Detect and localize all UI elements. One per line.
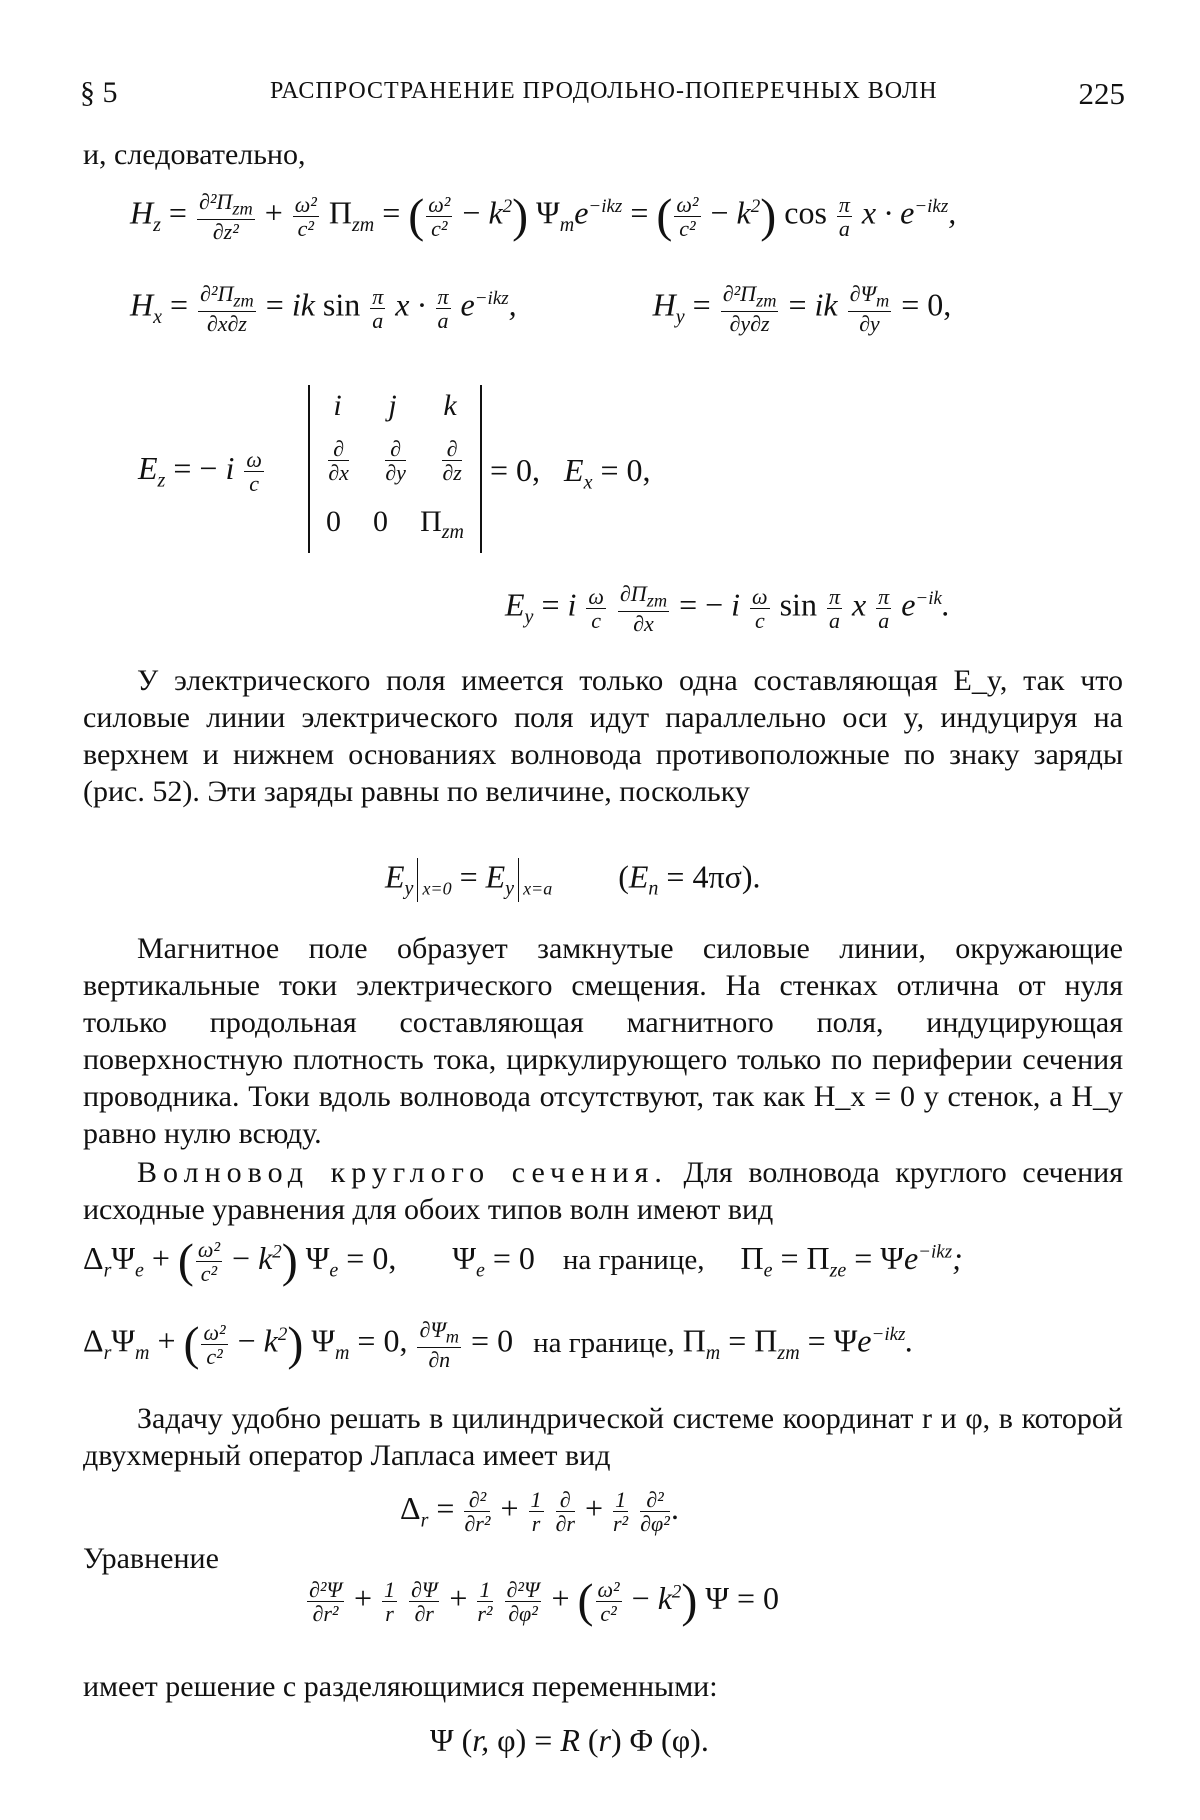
label-boundary-2: на границе, (533, 1326, 675, 1359)
equation-laplacian: $\Delta_r$ = $\frac{\text{∂²}}{\text{∂r²}}$ + $\frac{1}{r}$ $\frac{\partial}{\partial r}$ + $\frac{1}{\text{r²}}$ $\frac{\text{∂²}}{\text{∂φ²}}$ . (400, 1487, 680, 1537)
paragraph-5: имеет решение с разделяющимися переменными: (83, 1670, 718, 1703)
equation-separation: Ψ (r, φ) = R (r) Φ (φ). (430, 1722, 709, 1758)
running-title: РАСПРОСТРАНЕНИЕ ПРОДОЛЬНО-ПОПЕРЕЧНЫХ ВОЛН (270, 78, 938, 104)
paragraph-2: Магнитное поле образует замкнутые силовые линии, окружающие вертикальные токи электрического смещения. На стенках отлична от нуля только продольная составляющая магнитного поля, индуцирующая поверхностную плотность тока, циркулирующего только по периферии сечения проводника. Токи вдоль волновода отсутствуют, так как H_x = 0 у стенок, а H_y равно нулю всюду. (83, 932, 1123, 1150)
intro-line: и, следовательно, (83, 138, 306, 171)
equation-laplace-e: $\Delta_r\Psi_e$ + ( $\frac{\text{ω²}}{\text{c²}}$ − $k^2$) $\Psi_e = 0$, $\Psi_e = 0$ на границе, $\Pi_e = \Pi_{ze} = \Psi e^{-ikz}$; (83, 1234, 963, 1288)
equation-ez-left: $E_z$ = − i $\frac{\omega}{c}$ (138, 447, 262, 497)
equation-ey-boundary: $E_y$ $_{x=0} = E_y$ $_{x=a}$ $(E_n = 4\pi\sigma)$. (385, 858, 761, 902)
paragraph-3-text: Для волновода круглого сечения исходные уравнения для обоих типов волн имеют вид (83, 1156, 1123, 1226)
page-number: 225 (1078, 76, 1125, 111)
paragraph-1: У электрического поля имеется только одна составляющая E_y, так что силовые линии электрического поля идут параллельно оси y, индуцируя на верхнем и нижнем основаниях волновода противоположные по знаку заряды (рис. 52). Эти заряды равны по величине, поскольку (83, 664, 1123, 808)
equation-helmholtz-cylindrical: $\frac{\text{∂²Ψ}}{\text{∂r²}}$ + $\frac{1}{r}$ $\frac{\partial\Psi}{\partial r}$ + $\frac{1}{\text{r²}}$ $\frac{\text{∂²Ψ}}{\text{∂φ²}}$ + ( $\frac{\text{ω²}}{\text{c²}}$ − $k^2$) Ψ = 0 (309, 1574, 780, 1628)
section-number: § 5 (80, 76, 118, 109)
running-header (80, 76, 1125, 116)
equation-ey: $E_y = i$ $\frac{\omega}{c}$ $\frac{\partial\Pi_{zm}}{\partial x}$ = − i $\frac{\omega}{c}$ sin $\frac{\pi}{a}$ x $\frac{\pi}{a}$ $e^{-ik}$. (505, 581, 950, 636)
determinant: i j k $\frac{\partial}{\partial x}$ $\frac{\partial}{\partial y}$ $\frac{\partial}{\partial z}$ 0 0 $\Pi_{zm}$ (308, 385, 482, 553)
equation-laplace-m: $\Delta_r\Psi_m$ + ( $\frac{\text{ω²}}{\text{c²}}$ − $k^2$) $\Psi_m = 0$, $\frac{\partial\Psi_m}{\partial n}$ = 0 на границе, $\Pi_m = \Pi_{zm} = \Psi e^{-ikz}$. (83, 1317, 914, 1372)
paragraph-3 (83, 1154, 1123, 1229)
label-equation: Уравнение (83, 1542, 219, 1575)
paragraph-4: Задачу удобно решать в цилиндрической системе координат r и φ, в которой двухмерный оператор Лапласа имеет вид (83, 1402, 1123, 1472)
equation-hx-hy: $H_x$ = $\frac{\partial^2\Pi_{zm}}{\partial x\partial z}$ = ik sin $\frac{\pi}{a}$ x · $\frac{\pi}{a}$ $e^{-ikz}$, $H_y$ = $\frac{\partial^2\Pi_{zm}}{\partial y\partial z}$ = ik $\frac{\partial\Psi_m}{\partial y}$ = 0, (130, 281, 952, 336)
section-heading-circular: Волновод круглого сечения. (137, 1156, 668, 1189)
equation-hz: $H_z$ = $\frac{\partial^2\Pi_{zm}}{\text{∂z²}}$ + $\frac{\text{ω²}}{\text{c²}}$ $\Pi_{zm}$ = ( $\frac{\text{ω²}}{\text{c²}}$ − $k^2$) $\Psi_me^{-ikz}$ = ( $\frac{\text{ω²}}{\text{c²}}$ − $k^2$) cos $\frac{\pi}{a}$ $x \cdot e^{-ikz}$, (130, 189, 957, 244)
label-boundary-1: на границе, (562, 1243, 705, 1276)
equation-ez-right: = 0, $E_x = 0$, (490, 452, 651, 494)
